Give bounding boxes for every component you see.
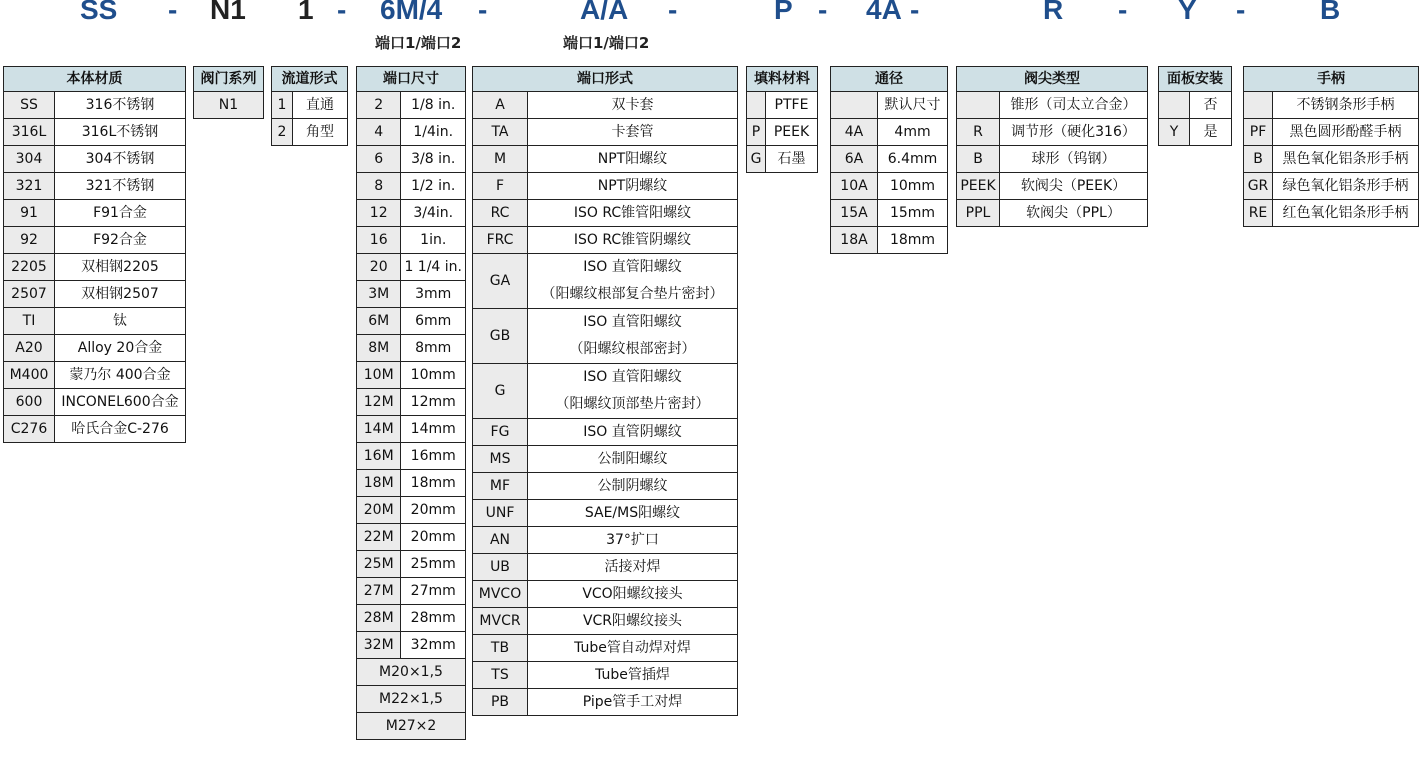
table-cell: 92 [4, 227, 55, 254]
table-row [473, 119, 738, 146]
table-cell: 石墨 [766, 146, 818, 173]
table-cell: C276 [4, 416, 55, 443]
table-cell: 27mm [401, 578, 466, 605]
code-seg-flow: 1 [298, 0, 314, 25]
table-row [357, 524, 466, 551]
table-cell: GA [473, 254, 528, 309]
table-row [1244, 200, 1419, 227]
table-cell: UB [473, 554, 528, 581]
table-cell: 316L不锈钢 [55, 119, 186, 146]
table-cell: G [473, 364, 528, 419]
table-row [357, 578, 466, 605]
table-cell: R [957, 119, 1000, 146]
table-cell [528, 309, 738, 364]
table-row [357, 308, 466, 335]
table-cell: MVCO [473, 581, 528, 608]
table-cell: F [473, 173, 528, 200]
table-row [1244, 146, 1419, 173]
table-cell: Pipe管手工对焊 [528, 689, 738, 716]
table-cell: MF [473, 473, 528, 500]
table-cell: NPT阴螺纹 [528, 173, 738, 200]
table-row [357, 227, 466, 254]
code-dash: - [910, 0, 920, 25]
code-dash: - [818, 0, 828, 25]
table-cell: FRC [473, 227, 528, 254]
table-cell: PTFE [766, 92, 818, 119]
code-seg-panel: Y [1178, 0, 1197, 25]
table-row [473, 689, 738, 716]
table-row [831, 200, 948, 227]
table-cell: 双相钢2507 [55, 281, 186, 308]
table-cell: 钛 [55, 308, 186, 335]
table-row [272, 119, 348, 146]
table-row [357, 362, 466, 389]
table-row [957, 200, 1148, 227]
table-cell: 12M [357, 389, 401, 416]
table-cell [831, 92, 878, 119]
table-cell: 304不锈钢 [55, 146, 186, 173]
table-cell: PF [1244, 119, 1273, 146]
table-row [831, 119, 948, 146]
table-cell: 32mm [401, 632, 466, 659]
valve-series-table [193, 66, 264, 119]
cell-line: （阳螺纹根部复合垫片密封） [541, 286, 724, 302]
table-cell: 15A [831, 200, 878, 227]
table-cell: 双卡套 [528, 92, 738, 119]
table-cell: 10M [357, 362, 401, 389]
table-cell: 1 1/4 in. [401, 254, 466, 281]
table-cell: MS [473, 446, 528, 473]
table-cell: 6M [357, 308, 401, 335]
table-cell: 14M [357, 416, 401, 443]
table-row [957, 119, 1148, 146]
code-seg-packing: P [774, 0, 793, 25]
flow-path-table [271, 66, 348, 146]
table-row [473, 419, 738, 446]
table-cell: PB [473, 689, 528, 716]
table-cell [528, 254, 738, 309]
table-cell: 12mm [401, 389, 466, 416]
panel-mount-table [1158, 66, 1232, 146]
table-row [4, 389, 186, 416]
table-cell: 6.4mm [878, 146, 948, 173]
cell-line: ISO 直管阳螺纹 [583, 369, 682, 385]
table-row [473, 254, 738, 309]
table-cell: ISO 直管阴螺纹 [528, 419, 738, 446]
table-cell: 蒙乃尔 400合金 [55, 362, 186, 389]
table-row [4, 362, 186, 389]
table-cell: Tube管自动焊对焊 [528, 635, 738, 662]
table-cell: 14mm [401, 416, 466, 443]
table-row [831, 173, 948, 200]
table-cell: ISO RC锥管阳螺纹 [528, 200, 738, 227]
table-cell: 27M [357, 578, 401, 605]
table-cell: 黑色圆形酚醛手柄 [1273, 119, 1419, 146]
table-cell [1159, 92, 1190, 119]
table-cell: 3/4in. [401, 200, 466, 227]
table-cell: 2205 [4, 254, 55, 281]
table-row [1159, 92, 1232, 119]
table-cell: B [957, 146, 1000, 173]
table-row [957, 92, 1148, 119]
table-cell: M20×1,5 [357, 659, 466, 686]
table-row [4, 227, 186, 254]
table-row [272, 92, 348, 119]
table-cell: 1/8 in. [401, 92, 466, 119]
table-cell: 活接对焊 [528, 554, 738, 581]
handle-table [1243, 66, 1419, 227]
table-row [357, 281, 466, 308]
table-cell: 公制阴螺纹 [528, 473, 738, 500]
table-row [957, 146, 1148, 173]
table-row [831, 227, 948, 254]
table-cell [1244, 92, 1273, 119]
table-row [357, 389, 466, 416]
table-cell: 默认尺寸 [878, 92, 948, 119]
table-cell: 4 [357, 119, 401, 146]
table-row [473, 608, 738, 635]
table-row [357, 254, 466, 281]
table-cell: 10mm [401, 362, 466, 389]
table-cell: 18mm [878, 227, 948, 254]
table-cell: 18M [357, 470, 401, 497]
table-row [357, 632, 466, 659]
table-cell: PPL [957, 200, 1000, 227]
table-row [357, 335, 466, 362]
table-header: 面板安装 [1159, 67, 1232, 92]
table-cell: 双相钢2205 [55, 254, 186, 281]
table-cell: Tube管插焊 [528, 662, 738, 689]
table-row [473, 364, 738, 419]
code-dash: - [337, 0, 347, 25]
table-cell: 25mm [401, 551, 466, 578]
table-cell: 1in. [401, 227, 466, 254]
table-cell: 316L [4, 119, 55, 146]
table-row [831, 92, 948, 119]
table-row [4, 119, 186, 146]
table-cell: SS [4, 92, 55, 119]
table-header: 本体材质 [4, 67, 186, 92]
table-cell: F91合金 [55, 200, 186, 227]
table-row [4, 308, 186, 335]
table-cell: 28mm [401, 605, 466, 632]
table-row [1244, 92, 1419, 119]
table-row [747, 119, 818, 146]
table-cell: TB [473, 635, 528, 662]
table-cell: 4A [831, 119, 878, 146]
table-row [4, 173, 186, 200]
table-row [4, 416, 186, 443]
table-row [473, 446, 738, 473]
table-cell: 4mm [878, 119, 948, 146]
table-row [747, 146, 818, 173]
table-cell: 6 [357, 146, 401, 173]
table-cell: 18mm [401, 470, 466, 497]
table-row [357, 686, 466, 713]
table-cell: INCONEL600合金 [55, 389, 186, 416]
port-size-table [356, 66, 466, 740]
table-cell: 316不锈钢 [55, 92, 186, 119]
table-cell: Alloy 20合金 [55, 335, 186, 362]
table-header: 通径 [831, 67, 948, 92]
table-cell: 是 [1190, 119, 1232, 146]
code-seg-port: A/A [580, 0, 629, 25]
table-cell: 卡套管 [528, 119, 738, 146]
table-cell: GR [1244, 173, 1273, 200]
code-dash: - [168, 0, 178, 25]
code-seg-tip: R [1043, 0, 1064, 25]
code-seg-series: N1 [210, 0, 246, 25]
cell-line: ISO 直管阳螺纹 [583, 259, 682, 275]
table-cell: 91 [4, 200, 55, 227]
table-cell: 角型 [293, 119, 348, 146]
table-row [473, 500, 738, 527]
code-seg-material: SS [80, 0, 118, 25]
table-cell: 8mm [401, 335, 466, 362]
table-row [473, 635, 738, 662]
cell-line: ISO 直管阳螺纹 [583, 314, 682, 330]
table-cell: 绿色氧化铝条形手柄 [1273, 173, 1419, 200]
table-cell: 否 [1190, 92, 1232, 119]
table-cell: 1/2 in. [401, 173, 466, 200]
table-cell: 16M [357, 443, 401, 470]
table-cell: 2507 [4, 281, 55, 308]
table-cell: 20 [357, 254, 401, 281]
table-cell: RE [1244, 200, 1273, 227]
table-cell: 锥形（司太立合金） [1000, 92, 1148, 119]
packing-table [746, 66, 818, 173]
table-row [357, 92, 466, 119]
table-row [473, 146, 738, 173]
table-cell: N1 [194, 92, 264, 119]
table-cell: 1/4in. [401, 119, 466, 146]
table-cell: 16 [357, 227, 401, 254]
table-row [357, 443, 466, 470]
table-row [473, 227, 738, 254]
table-cell: AN [473, 527, 528, 554]
table-row [831, 146, 948, 173]
table-cell: 2 [272, 119, 293, 146]
table-cell: P [747, 119, 766, 146]
table-row [473, 92, 738, 119]
table-cell: 2 [357, 92, 401, 119]
table-cell: 304 [4, 146, 55, 173]
table-row [4, 335, 186, 362]
table-cell: 321不锈钢 [55, 173, 186, 200]
table-cell: 8 [357, 173, 401, 200]
table-header: 流道形式 [272, 67, 348, 92]
table-cell [747, 92, 766, 119]
table-row [473, 581, 738, 608]
table-header: 端口形式 [473, 67, 738, 92]
table-cell: 不锈钢条形手柄 [1273, 92, 1419, 119]
table-row [357, 173, 466, 200]
table-cell: 球形（钨钢） [1000, 146, 1148, 173]
table-row [4, 281, 186, 308]
table-cell: M27×2 [357, 713, 466, 740]
table-cell: VCR阳螺纹接头 [528, 608, 738, 635]
table-cell: F92合金 [55, 227, 186, 254]
table-row [4, 254, 186, 281]
table-row [473, 309, 738, 364]
table-cell: PEEK [766, 119, 818, 146]
table-cell: 公制阳螺纹 [528, 446, 738, 473]
table-cell: 10mm [878, 173, 948, 200]
table-cell: 6mm [401, 308, 466, 335]
table-cell: 20mm [401, 524, 466, 551]
table-cell: G [747, 146, 766, 173]
table-row [357, 713, 466, 740]
code-dash: - [668, 0, 678, 25]
table-cell: 25M [357, 551, 401, 578]
table-row [4, 200, 186, 227]
table-cell: A [473, 92, 528, 119]
table-cell: M22×1,5 [357, 686, 466, 713]
body-material-table [3, 66, 186, 443]
table-cell: 直通 [293, 92, 348, 119]
table-row [1159, 119, 1232, 146]
table-cell: 15mm [878, 200, 948, 227]
table-row [357, 470, 466, 497]
table-cell: ISO RC锥管阴螺纹 [528, 227, 738, 254]
table-header: 手柄 [1244, 67, 1419, 92]
table-row [357, 497, 466, 524]
port-note-1: 端口1/端口2 [375, 34, 462, 52]
table-cell: M [473, 146, 528, 173]
table-cell: FG [473, 419, 528, 446]
table-cell: Y [1159, 119, 1190, 146]
table-row [747, 92, 818, 119]
table-cell: MVCR [473, 608, 528, 635]
table-cell: RC [473, 200, 528, 227]
table-cell: PEEK [957, 173, 1000, 200]
table-cell: TA [473, 119, 528, 146]
table-cell: 6A [831, 146, 878, 173]
table-row [473, 527, 738, 554]
table-cell: 37°扩口 [528, 527, 738, 554]
table-row [357, 416, 466, 443]
table-cell: VCO阳螺纹接头 [528, 581, 738, 608]
table-row [357, 200, 466, 227]
orifice-table [830, 66, 948, 254]
table-cell: TI [4, 308, 55, 335]
table-row [473, 173, 738, 200]
table-cell: 12 [357, 200, 401, 227]
code-seg-orifice: 4A [866, 0, 902, 25]
table-cell: 18A [831, 227, 878, 254]
table-cell: 红色氧化铝条形手柄 [1273, 200, 1419, 227]
table-cell: 8M [357, 335, 401, 362]
table-cell: 哈氏合金C-276 [55, 416, 186, 443]
table-cell: 32M [357, 632, 401, 659]
table-cell: 3M [357, 281, 401, 308]
table-cell: 黑色氧化铝条形手柄 [1273, 146, 1419, 173]
table-cell: 10A [831, 173, 878, 200]
table-row [1244, 119, 1419, 146]
table-cell: 调节形（硬化316） [1000, 119, 1148, 146]
table-row [473, 473, 738, 500]
code-seg-size: 6M/4 [380, 0, 443, 25]
code-dash: - [478, 0, 488, 25]
table-row [357, 119, 466, 146]
cell-line: （阳螺纹顶部垫片密封） [555, 396, 710, 412]
table-header: 阀门系列 [194, 67, 264, 92]
table-row [4, 92, 186, 119]
table-row [473, 662, 738, 689]
code-dash: - [1236, 0, 1246, 25]
table-cell: 321 [4, 173, 55, 200]
table-cell: 3/8 in. [401, 146, 466, 173]
table-cell: A20 [4, 335, 55, 362]
table-cell: 16mm [401, 443, 466, 470]
table-cell: 28M [357, 605, 401, 632]
table-row [357, 146, 466, 173]
code-dash: - [1118, 0, 1128, 25]
table-cell: NPT阳螺纹 [528, 146, 738, 173]
table-cell: 20M [357, 497, 401, 524]
port-type-table [472, 66, 738, 716]
table-cell: 20mm [401, 497, 466, 524]
table-row [357, 605, 466, 632]
table-header: 端口尺寸 [357, 67, 466, 92]
table-cell: 600 [4, 389, 55, 416]
table-cell: SAE/MS阳螺纹 [528, 500, 738, 527]
table-cell: 3mm [401, 281, 466, 308]
table-header: 填料材料 [747, 67, 818, 92]
table-cell: 1 [272, 92, 293, 119]
table-row [1244, 173, 1419, 200]
table-cell [528, 364, 738, 419]
table-cell [957, 92, 1000, 119]
table-cell: 22M [357, 524, 401, 551]
cell-line: （阳螺纹根部密封） [569, 341, 696, 357]
table-header: 阀尖类型 [957, 67, 1148, 92]
table-cell: 软阀尖（PEEK） [1000, 173, 1148, 200]
table-cell: GB [473, 309, 528, 364]
table-row [473, 200, 738, 227]
table-row [357, 551, 466, 578]
table-cell: TS [473, 662, 528, 689]
table-row [4, 146, 186, 173]
table-cell: B [1244, 146, 1273, 173]
table-row [194, 92, 264, 119]
code-seg-handle: B [1320, 0, 1341, 25]
table-row [957, 173, 1148, 200]
table-row [473, 554, 738, 581]
port-note-2: 端口1/端口2 [563, 34, 650, 52]
table-row [357, 659, 466, 686]
table-cell: M400 [4, 362, 55, 389]
table-cell: UNF [473, 500, 528, 527]
tip-type-table [956, 66, 1148, 227]
table-cell: 软阀尖（PPL） [1000, 200, 1148, 227]
